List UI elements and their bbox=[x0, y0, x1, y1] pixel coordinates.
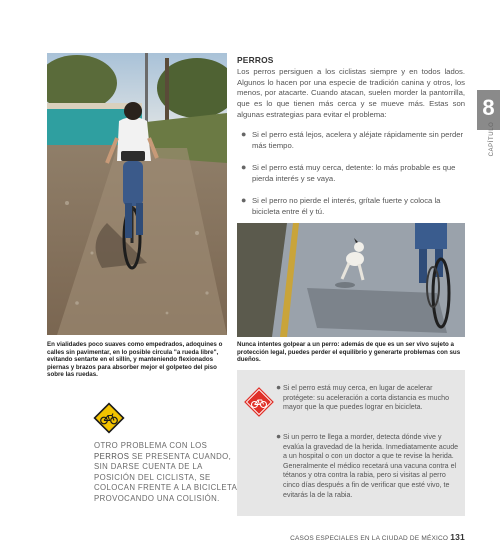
bullet-icon: ● bbox=[276, 382, 282, 392]
bullet-icon: ● bbox=[241, 129, 247, 139]
page-number: 131 bbox=[450, 532, 465, 542]
section-intro: Los perros persiguen a los ciclistas siempre y en todos lados. Algunos lo hacen por una especie de tradición canina y otros, los menos, por atacarte. Cuando atacan, suelen morder la pantorrilla, que es lo que tienen más cerca y se mueve más. Estas son algunas estrategias para evitar el problema: bbox=[237, 67, 465, 119]
list-item: ● Si un perro te llega a morder, detecta dónde vive y evalúa la gravedad de la herida. Inmediatamente acude a un hospital o con un doctor a que te revise la herida. Generalmente el médico recetará una vacuna contra el tétanos y otra contra la rabia, pero si visitas al perro cinco días después a fin de verificar que esté vivo, te evitarás la de la rabia. bbox=[276, 431, 459, 499]
photo-cyclist-dirt-path bbox=[47, 53, 227, 335]
photo-caption-right: Nunca intentes golpear a un perro: además de que es un ser vivo sujeto a protección legal, puedes perder el equilibrio y generarte problemas con sus dueños. bbox=[237, 341, 461, 364]
bullet-icon: ● bbox=[276, 431, 282, 441]
photo-caption-left: En vialidades poco suaves como empedrados, adoquines o calles sin pavimentar, en lo posible circula "a rueda libre", evitando sentarte en el sillín, y manteniendo flexionados piernas y brazos para absorber mejor el golpeteo del piso sobre las ruedas. bbox=[47, 341, 223, 379]
callout-text: OTRO PROBLEMA CON LOS PERROS SE PRESENTA CUANDO, SIN DARSE CUENTA DE LA POSICIÓN DEL CICLISTA, SE COLOCAN FRENTE A LA BICICLETA PROVOCANDO UNA COLISIÓN. bbox=[94, 441, 237, 503]
list-item: ● Si el perro está lejos, acelera y aléjate rápidamente sin perder más tiempo. bbox=[241, 129, 464, 150]
bicycle-warning-icon bbox=[243, 386, 275, 418]
chapter-number-tab: 8 bbox=[477, 90, 500, 130]
chapter-label: CAPÍTULO bbox=[489, 121, 495, 157]
footer-title: CASOS ESPECIALES EN LA CIUDAD DE MÉXICO bbox=[290, 535, 449, 542]
perros-section bbox=[237, 55, 465, 121]
list-item: ● Si el perro está muy cerca, detente: lo más probable es que pierda interés y se vaya. bbox=[241, 162, 456, 183]
section-heading: PERROS bbox=[237, 55, 274, 65]
list-item: ● Si el perro está muy cerca, en lugar de acelerar protégete: su aceleración a corta distancia es mucho mayor que la que puedes lograr en bicicleta. bbox=[276, 382, 450, 412]
bicycle-warning-icon bbox=[92, 401, 126, 435]
page-footer bbox=[290, 532, 465, 542]
photo-dog-chasing-cyclist bbox=[237, 223, 465, 337]
bullet-icon: ● bbox=[241, 195, 247, 205]
list-item: ● Si el perro no pierde el interés, grítale fuerte y coloca la bicicleta entre él y tú. bbox=[241, 195, 441, 216]
bullet-icon: ● bbox=[241, 162, 247, 172]
